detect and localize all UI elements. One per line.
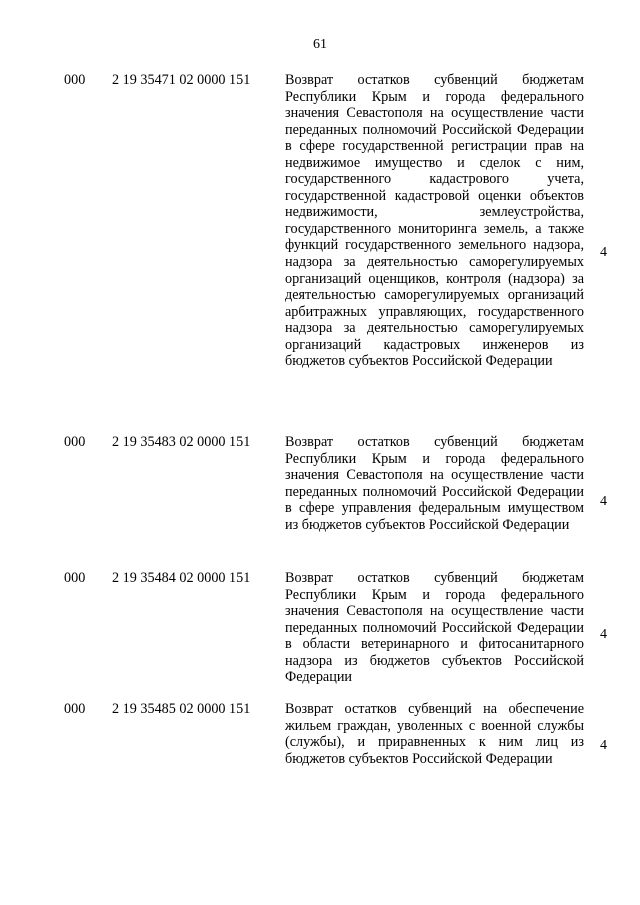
admin-code: 000 — [64, 570, 86, 586]
norm-value: 4 — [600, 738, 607, 753]
row-description: Возврат остатков субвенций бюджетам Республики Крым и города федерального значения Севастополя на осуществление части переданных полномочий Российской Федерации в области ветеринарного и фитосанитарного надзора из бюджетов субъектов Российской Федерации — [285, 570, 584, 686]
kbk-code: 2 19 35483 02 0000 151 — [112, 434, 251, 450]
row-description: Возврат остатков субвенций бюджетам Республики Крым и города федерального значения Севастополя на осуществление части переданных полномочий Российской Федерации в сфере управления федеральным имуществом из бюджетов субъектов Российской Федерации — [285, 434, 584, 533]
kbk-code: 2 19 35471 02 0000 151 — [112, 72, 251, 88]
admin-code: 000 — [64, 72, 86, 88]
norm-value: 4 — [600, 627, 607, 642]
admin-code: 000 — [64, 701, 86, 717]
kbk-code: 2 19 35485 02 0000 151 — [112, 701, 251, 717]
admin-code: 000 — [64, 434, 86, 450]
row-description: Возврат остатков субвенций на обеспечение жильем граждан, уволенных с военной службы (службы), и приравненных к ним лиц из бюджетов субъектов Российской Федерации — [285, 701, 584, 767]
kbk-code: 2 19 35484 02 0000 151 — [112, 570, 251, 586]
page-number: 61 — [313, 37, 327, 52]
row-description: Возврат остатков субвенций бюджетам Республики Крым и города федерального значения Севастополя на осуществление части переданных полномочий Российской Федерации в сфере государственной регистрации прав на недвижимое имущество и сделок с ним, государственного кадастрового учета, государственной кадастровой оценки объектов недвижимости, землеустройства, государственного мониторинга земель, а также функций государственного земельного надзора, надзора за деятельностью саморегулируемых организаций оценщиков, контроля (надзора) за деятельностью саморегулируемых организаций арбитражных управляющих, государственного надзора за деятельностью саморегулируемых организаций кадастровых инженеров из бюджетов субъектов Российской Федерации — [285, 72, 584, 370]
norm-value: 4 — [600, 245, 607, 260]
norm-value: 4 — [600, 494, 607, 509]
